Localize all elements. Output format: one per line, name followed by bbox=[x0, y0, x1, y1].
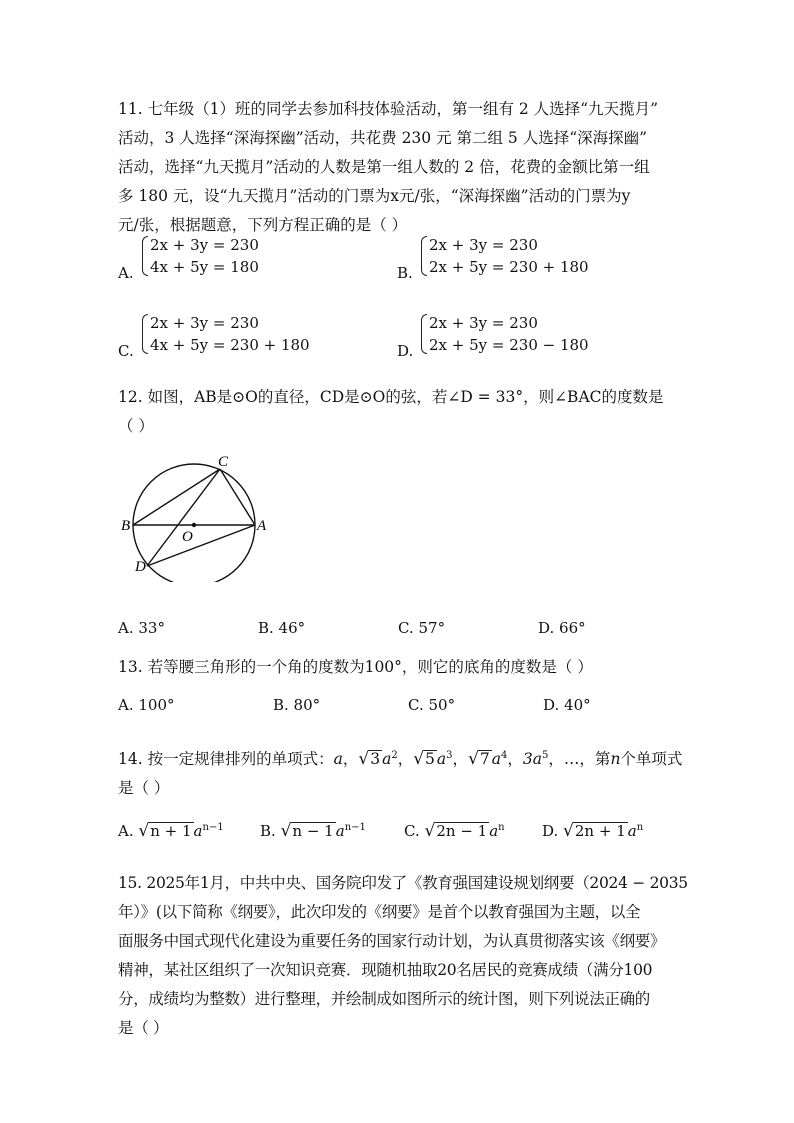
q11-option-b-system bbox=[421, 234, 589, 278]
radical-sign-icon: √ bbox=[358, 749, 370, 770]
q14-term-3-base: a bbox=[436, 750, 447, 769]
q14-option-d bbox=[542, 821, 643, 841]
q14-sep-3: ， bbox=[452, 750, 469, 769]
q15-line-5: 分，成绩均为整数）进行整理，并绘制成如图所示的统计图，则下列说法正确的 bbox=[118, 990, 651, 1008]
q11-option-c-eq1: 2x + 3y = 230 bbox=[150, 314, 259, 332]
q14-sep-5: ， bbox=[548, 750, 564, 769]
q12-line-1: 12. 如图，AB是⊙O的直径，CD是⊙O的弦，若∠D = 33°，则∠BAC的度数是 bbox=[118, 388, 664, 406]
question-12-text bbox=[118, 383, 680, 441]
q11-option-b-letter: B. bbox=[397, 264, 413, 282]
q11-option-d-eq1: 2x + 3y = 230 bbox=[429, 314, 538, 332]
q14-option-a-letter: A. bbox=[118, 822, 134, 840]
q11-option-d-letter: D. bbox=[397, 342, 414, 360]
q15-line-3: 面服务中国式现代化建设为重要任务的国家行动计划，为认真贯彻落实该《纲要》 bbox=[118, 932, 666, 950]
question-13-text bbox=[118, 653, 680, 682]
q11-option-b-eq2: 2x + 5y = 230 + 180 bbox=[429, 258, 589, 276]
q13-option-c: C. 50° bbox=[408, 696, 456, 714]
q14-term-4-exp: 4 bbox=[501, 750, 508, 761]
q14-option-c-base: a bbox=[489, 822, 499, 840]
q14-option-a-radicand: n + 1 bbox=[150, 822, 192, 840]
question-14-text bbox=[118, 741, 683, 803]
q14-option-b bbox=[260, 821, 366, 841]
q11-option-a-letter: A. bbox=[118, 264, 134, 282]
q13-option-b: B. 80° bbox=[273, 696, 321, 714]
q14-suffix-b: 个单项式 bbox=[620, 750, 683, 769]
q14-term-4-radicand: 7 bbox=[479, 750, 490, 769]
radical-sign-icon: √ bbox=[138, 821, 150, 841]
q14-option-c-letter: C. bbox=[404, 822, 420, 840]
q13-option-d: D. 40° bbox=[543, 696, 591, 714]
q14-term-3-exp: 3 bbox=[446, 750, 453, 761]
q14-option-b-base: a bbox=[335, 822, 345, 840]
q14-prefix: 14. 按一定规律排列的单项式： bbox=[118, 750, 334, 769]
q14-option-d-base: a bbox=[627, 822, 637, 840]
q11-option-c-letter: C. bbox=[118, 342, 134, 360]
q14-option-d-radicand: 2n + 1 bbox=[574, 822, 626, 840]
label-a: A bbox=[257, 518, 267, 534]
q11-line-5: 元/张，根据题意，下列方程正确的是（ ） bbox=[118, 216, 408, 234]
q11-option-b-eq1: 2x + 3y = 230 bbox=[429, 236, 538, 254]
radical-sign-icon: √ bbox=[468, 749, 479, 770]
q12-line-2: （ ） bbox=[118, 417, 154, 435]
q13-line-1: 13. 若等腰三角形的一个角的度数为100°，则它的底角的度数是（ ） bbox=[118, 658, 593, 676]
q14-term-5-exp: 5 bbox=[542, 750, 549, 761]
chord-bc bbox=[133, 469, 220, 525]
q14-suffix-a: ，第 bbox=[579, 750, 611, 769]
q14-term-2-radicand: 3 bbox=[370, 750, 381, 769]
label-b: B bbox=[121, 518, 131, 534]
q14-sep-2: ， bbox=[397, 750, 414, 769]
q14-sep-1: ， bbox=[342, 750, 359, 769]
q14-term-2-exp: 2 bbox=[391, 750, 398, 761]
q11-option-a-system bbox=[142, 234, 259, 278]
q14-sep-4: ， bbox=[507, 750, 523, 769]
q15-line-1: 15. 2025年1月，中共中央、国务院印发了《教育强国建设规划纲要（2024 − 2035 bbox=[118, 874, 688, 892]
q12-option-c: C. 57° bbox=[398, 619, 446, 637]
q14-term-5: 3a bbox=[522, 750, 543, 769]
q14-ellipsis: … bbox=[563, 750, 580, 769]
q14-option-b-letter: B. bbox=[260, 822, 276, 840]
q11-option-d-system bbox=[421, 312, 589, 356]
q14-option-d-letter: D. bbox=[542, 822, 559, 840]
label-d: D bbox=[135, 559, 146, 575]
q11-option-a-eq2: 4x + 5y = 180 bbox=[150, 258, 259, 276]
circle-geometry-figure bbox=[118, 452, 278, 582]
q14-option-b-radicand: n − 1 bbox=[292, 822, 334, 840]
q14-option-c-radicand: 2n − 1 bbox=[436, 822, 488, 840]
q14-term-2-base: a bbox=[382, 750, 392, 769]
question-11-text bbox=[118, 95, 680, 240]
q11-option-c-system bbox=[142, 312, 310, 356]
q14-option-a-base: a bbox=[193, 822, 203, 840]
radical-sign-icon: √ bbox=[280, 821, 292, 841]
q11-line-2: 活动，3 人选择“深海探幽”活动，共花费 230 元 第二组 5 人选择“深海探幽” bbox=[118, 129, 648, 147]
q13-option-a: A. 100° bbox=[118, 696, 175, 714]
q14-option-b-exp: n−1 bbox=[344, 822, 366, 833]
radical-sign-icon: √ bbox=[563, 821, 574, 841]
q15-line-2: 年）》(以下简称《纲要》，此次印发的《纲要》是首个以教育强国为主题，以全 bbox=[118, 903, 641, 921]
center-point-o bbox=[192, 523, 196, 527]
q15-line-4: 精神，某社区组织了一次知识竞赛．现随机抽取20名居民的竞赛成绩（满分100 bbox=[118, 961, 653, 979]
q11-line-3: 活动，选择“九天揽月”活动的人数是第一组人数的 2 倍，花费的金额比第一组 bbox=[118, 158, 650, 176]
question-15-text bbox=[118, 869, 688, 1043]
q15-line-6: 是（ ） bbox=[118, 1019, 169, 1037]
q11-option-c-eq2: 4x + 5y = 230 + 180 bbox=[150, 336, 310, 354]
q14-option-c-exp: n bbox=[498, 822, 505, 833]
label-o: O bbox=[182, 529, 193, 545]
q14-option-a-exp: n−1 bbox=[202, 822, 224, 833]
q14-term-3-radicand: 5 bbox=[425, 750, 435, 769]
label-c: C bbox=[218, 454, 229, 470]
radical-sign-icon: √ bbox=[424, 821, 436, 841]
radical-sign-icon: √ bbox=[413, 749, 425, 770]
q14-n: n bbox=[610, 750, 621, 769]
q14-option-c bbox=[404, 821, 505, 841]
q14-term-1: a bbox=[333, 750, 343, 769]
q14-term-4-base: a bbox=[491, 750, 502, 769]
q11-line-4: 多 180 元，设“九天揽月”活动的门票为x元/张，“深海探幽”活动的门票为y bbox=[118, 187, 631, 205]
q11-line-1: 11. 七年级（1）班的同学去参加科技体验活动，第一组有 2 人选择“九天揽月” bbox=[118, 100, 659, 118]
q14-line-2: 是（ ） bbox=[118, 779, 170, 798]
q12-option-a: A. 33° bbox=[118, 619, 165, 637]
q14-option-d-exp: n bbox=[636, 822, 644, 833]
q12-option-d: D. 66° bbox=[538, 619, 586, 637]
q11-option-a-eq1: 2x + 3y = 230 bbox=[150, 236, 259, 254]
q14-option-a bbox=[118, 821, 224, 841]
q11-option-d-eq2: 2x + 5y = 230 − 180 bbox=[429, 336, 589, 354]
q14-line-1 bbox=[118, 741, 683, 774]
chord-ca bbox=[220, 469, 255, 525]
q12-option-b: B. 46° bbox=[258, 619, 306, 637]
